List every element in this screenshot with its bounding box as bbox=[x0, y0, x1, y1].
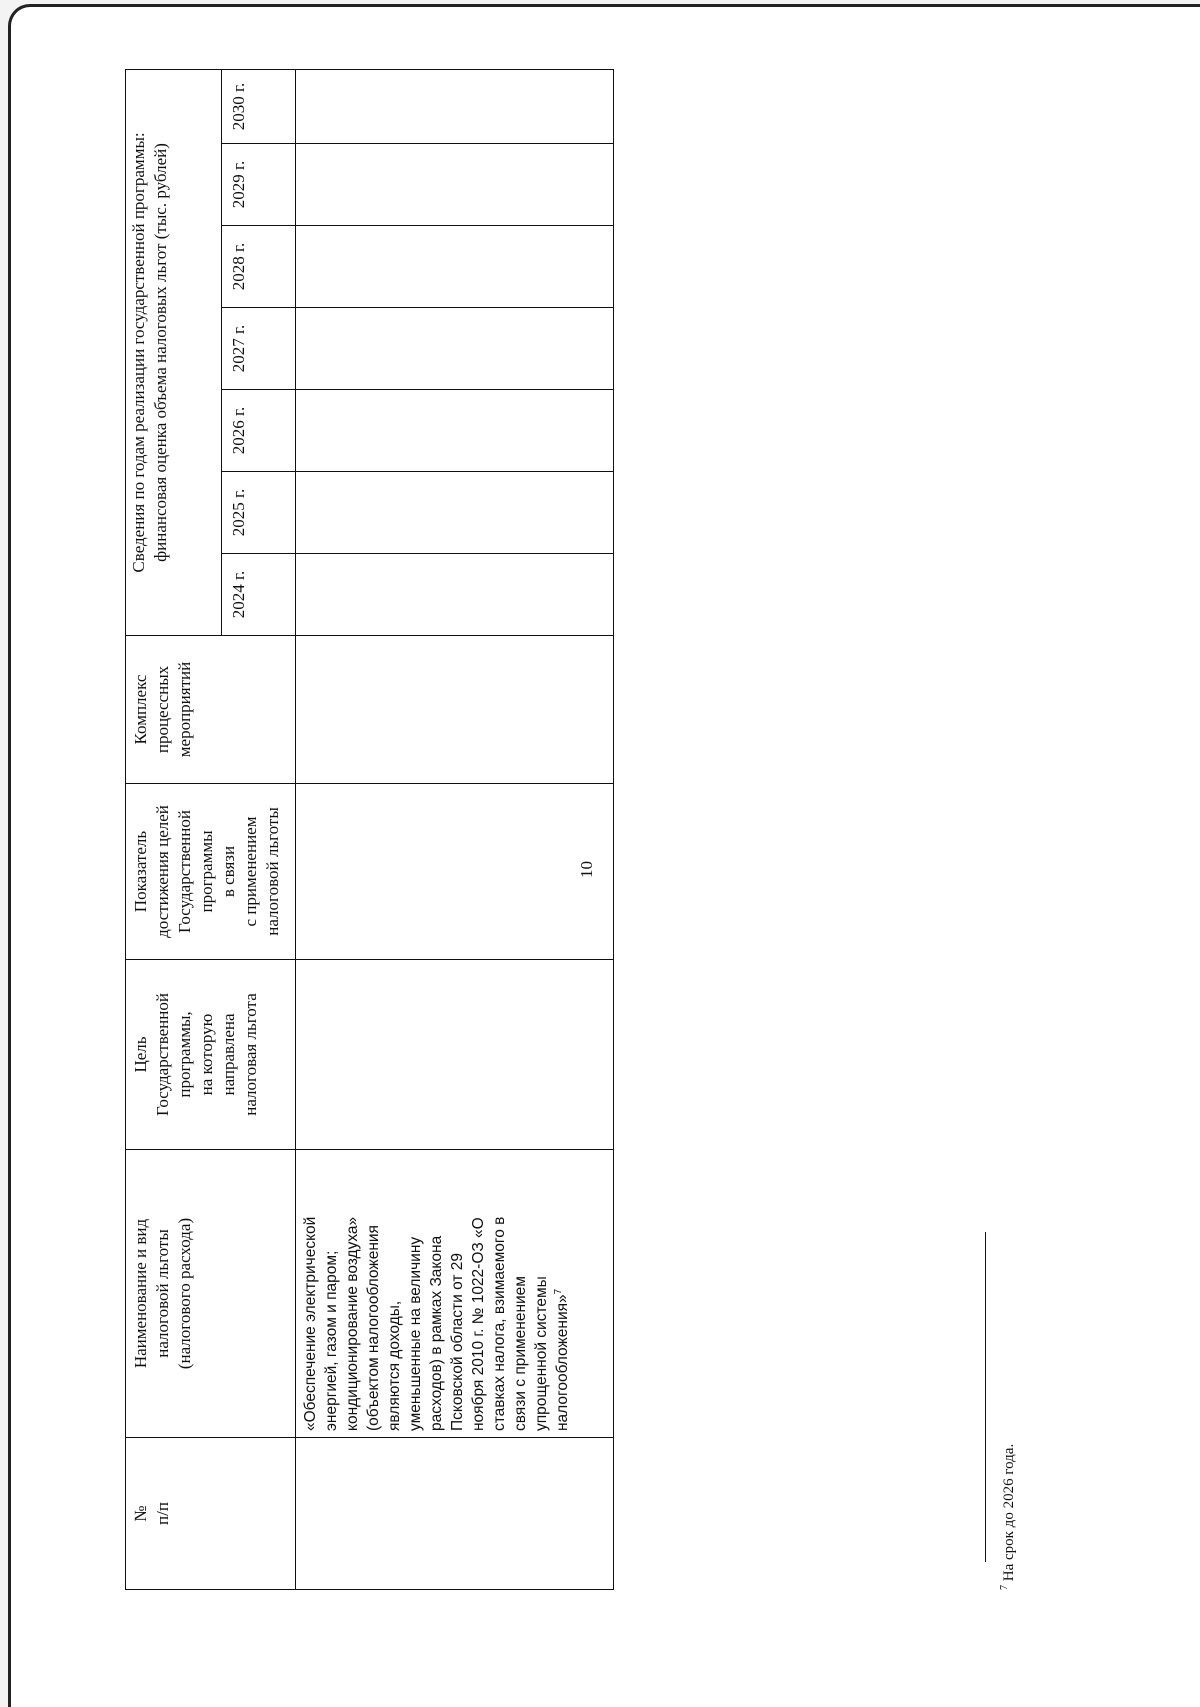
footnote-separator bbox=[985, 1232, 986, 1562]
header-year-2025: 2025 г. bbox=[222, 472, 296, 554]
footnote-ref-7: 7 bbox=[552, 1288, 564, 1295]
cell-value-2026 bbox=[296, 390, 614, 472]
footnote-text: На срок до 2026 года. bbox=[1001, 1443, 1017, 1582]
cell-num bbox=[296, 1438, 614, 1590]
header-year-2024: 2024 г. bbox=[222, 554, 296, 636]
header-indicator: Показатель достижения целей Государственной программы в связи с применением налоговой льготы bbox=[126, 784, 296, 960]
footnote bbox=[1001, 1444, 1018, 1590]
header-year-2027: 2027 г. bbox=[222, 308, 296, 390]
cell-value-2030 bbox=[296, 69, 614, 143]
header-name: Наименование и вид налоговой льготы (налогового расхода) bbox=[126, 1150, 296, 1438]
header-goal: Цель Государственной программы, на которую направлена налоговая льгота bbox=[126, 960, 296, 1150]
cell-goal bbox=[296, 960, 614, 1150]
footnote-mark: 7 bbox=[999, 1585, 1010, 1590]
header-num: № п/п bbox=[126, 1438, 296, 1590]
benefit-name-text: «Обеспечение электрической энергией, газом и паром; кондиционирование воздуха» (объектом налогообложения являются доходы, уменьшенные на величину расходов) в рамках Закона Псковской области от 29 ноября 2010 г. № 1022-ОЗ «О ставках налога, взимаемого в связи с применением упрощенной системы налогообложения» bbox=[302, 1216, 571, 1431]
cell-complex bbox=[296, 636, 614, 784]
cell-benefit-name bbox=[296, 1150, 614, 1438]
landscape-content bbox=[125, 82, 1125, 1590]
cell-value-2025 bbox=[296, 472, 614, 554]
header-years-group: Сведения по годам реализации государственной программы: финансовая оценка объема налоговых льгот (тыс. рублей) bbox=[126, 69, 222, 635]
header-year-2028: 2028 г. bbox=[222, 226, 296, 308]
header-year-2029: 2029 г. bbox=[222, 144, 296, 226]
tax-benefits-table bbox=[125, 69, 614, 1590]
table-row bbox=[296, 69, 614, 1589]
cell-value-2028 bbox=[296, 226, 614, 308]
cell-indicator bbox=[296, 784, 614, 960]
cell-value-2027 bbox=[296, 308, 614, 390]
header-row-top bbox=[126, 69, 222, 1589]
page-number: 10 bbox=[577, 861, 596, 878]
cell-value-2029 bbox=[296, 144, 614, 226]
header-year-2030: 2030 г. bbox=[222, 69, 296, 143]
header-year-2026: 2026 г. bbox=[222, 390, 296, 472]
cell-value-2024 bbox=[296, 554, 614, 636]
header-complex: Комплекс процессных мероприятий bbox=[126, 636, 296, 784]
